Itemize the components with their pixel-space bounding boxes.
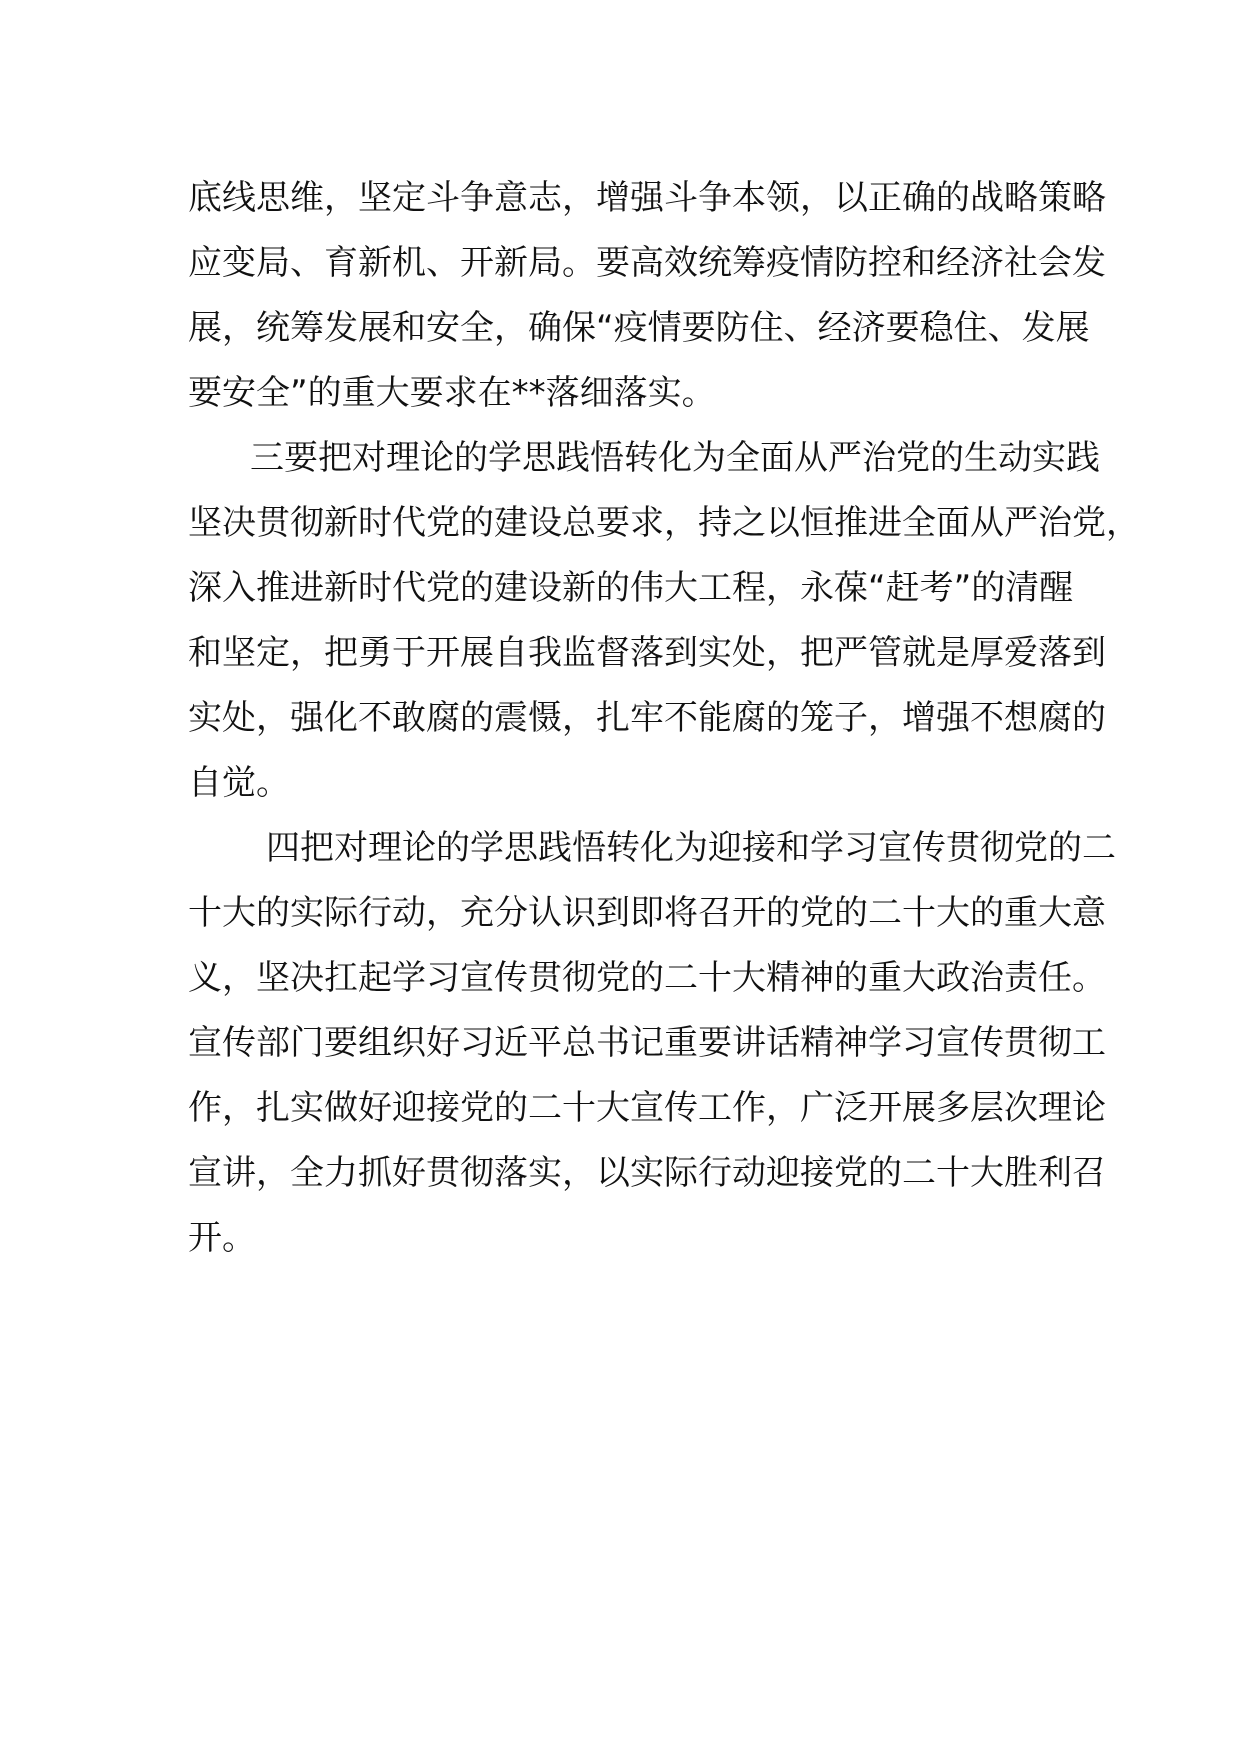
text-line: 义，坚决扛起学习宣传贯彻党的二十大精神的重大政治责任。 xyxy=(188,958,1106,998)
text-line: 实处，强化不敢腐的震慑，扎牢不能腐的笼子，增强不想腐的 xyxy=(188,698,1106,738)
text-line: 和坚定，把勇于开展自我监督落到实处，把严管就是厚爱落到 xyxy=(188,633,1106,673)
text-line: 十大的实际行动，充分认识到即将召开的党的二十大的重大意 xyxy=(188,893,1106,933)
text-line: 坚决贯彻新时代党的建设总要求，持之以恒推进全面从严治党， xyxy=(188,503,1140,543)
text-line: 四把对理论的学思践悟转化为迎接和学习宣传贯彻党的二 xyxy=(266,828,1116,868)
paragraph-point-three xyxy=(188,426,1140,816)
document-body xyxy=(188,166,1140,1271)
text-line: 底线思维，坚定斗争意志，增强斗争本领，以正确的战略策略 xyxy=(188,178,1106,218)
text-line: 作，扎实做好迎接党的二十大宣传工作，广泛开展多层次理论 xyxy=(188,1088,1106,1128)
text-line: 三要把对理论的学思践悟转化为全面从严治党的生动实践 xyxy=(250,438,1100,478)
text-line: 自觉。 xyxy=(188,763,290,803)
text-line: 深入推进新时代党的建设新的伟大工程，永葆“赶考”的清醒 xyxy=(188,568,1074,608)
text-line: 宣讲，全力抓好贯彻落实，以实际行动迎接党的二十大胜利召 xyxy=(188,1153,1106,1193)
paragraph-continuation xyxy=(188,166,1106,426)
text-line: 宣传部门要组织好习近平总书记重要讲话精神学习宣传贯彻工 xyxy=(188,1023,1106,1063)
text-line: 应变局、育新机、开新局。要高效统筹疫情防控和经济社会发 xyxy=(188,243,1106,283)
text-line: 展，统筹发展和安全，确保“疫情要防住、经济要稳住、发展 xyxy=(188,308,1090,348)
text-line: 要安全”的重大要求在**落细落实。 xyxy=(188,373,716,413)
paragraph-point-four xyxy=(188,816,1116,1271)
text-line: 开。 xyxy=(188,1218,256,1258)
